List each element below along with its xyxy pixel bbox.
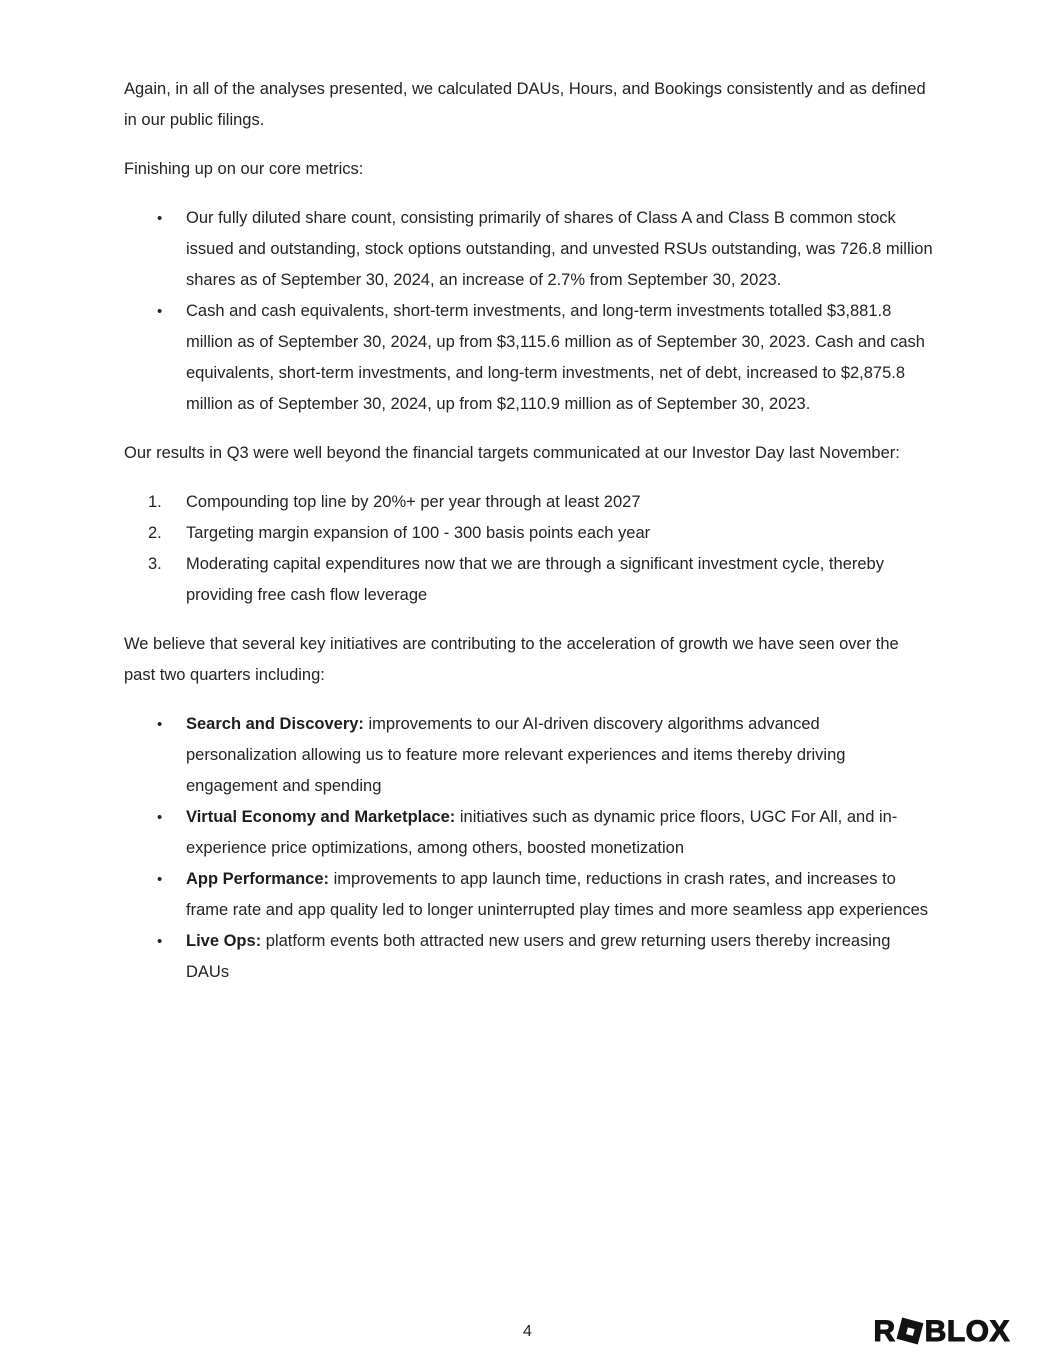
roblox-logo xyxy=(873,1315,1010,1349)
list-item-lead: Virtual Economy and Marketplace: xyxy=(186,808,456,826)
roblox-tilted-square-hole xyxy=(905,1327,914,1336)
roblox-logo-letter-r: R xyxy=(873,1315,896,1348)
number-marker: 2. xyxy=(148,524,162,542)
paragraph-key-initiatives: We believe that several key initiatives are contributing to the acceleration of growth we have seen over the past two quarters including: xyxy=(124,635,899,684)
page-number: 4 xyxy=(523,1323,532,1340)
list-item-text: improvements to our AI-driven discovery algorithms advanced personalization allowing us to feature more relevant experiences and items thereby driving engagement and spending xyxy=(186,715,846,795)
bullet-marker: • xyxy=(157,210,163,227)
list-item xyxy=(124,203,934,296)
list-item-text: Targeting margin expansion of 100 - 300 basis points each year xyxy=(186,524,651,542)
investor-day-targets-numbered-list xyxy=(124,487,934,611)
list-item-text: Compounding top line by 20%+ per year through at least 2027 xyxy=(186,493,641,511)
roblox-logo-letters-blox: BLOX xyxy=(924,1315,1010,1348)
number-marker: 1. xyxy=(148,493,162,511)
bullet-marker: • xyxy=(157,809,163,826)
list-item-lead: App Performance: xyxy=(186,870,330,888)
list-item xyxy=(124,864,934,926)
list-item xyxy=(124,926,934,988)
bullet-marker: • xyxy=(157,716,163,733)
list-item xyxy=(124,518,934,549)
list-item xyxy=(124,709,934,802)
bullet-marker: • xyxy=(157,303,163,320)
document-body xyxy=(124,74,934,1006)
list-item-text: Moderating capital expenditures now that we are through a significant investment cycle, thereby providing free cash flow leverage xyxy=(186,555,884,604)
bullet-marker: • xyxy=(157,933,163,950)
list-item-lead: Search and Discovery: xyxy=(186,715,364,733)
paragraph-intro: Again, in all of the analyses presented, we calculated DAUs, Hours, and Bookings consistently and as defined in our public filings. xyxy=(124,80,926,129)
list-item xyxy=(124,802,934,864)
list-item xyxy=(124,296,934,420)
list-item-text: platform events both attracted new users and grew returning users thereby increasing DAUs xyxy=(186,932,891,981)
list-item-text: Our fully diluted share count, consisting primarily of shares of Class A and Class B common stock issued and outstanding, stock options outstanding, and unvested RSUs outstanding, was 726.8 million shares as of September 30, 2024, an increase of 2.7% from September 30, 2023. xyxy=(186,209,933,289)
list-item-lead: Live Ops: xyxy=(186,932,262,950)
number-marker: 3. xyxy=(148,555,162,573)
paragraph-q3-results: Our results in Q3 were well beyond the financial targets communicated at our Investor Day last November: xyxy=(124,444,900,462)
list-item-text: initiatives such as dynamic price floors, UGC For All, and in-experience price optimizations, among others, boosted monetization xyxy=(186,808,898,857)
key-initiatives-bullet-list xyxy=(124,709,934,988)
list-item-text: improvements to app launch time, reductions in crash rates, and increases to frame rate and app quality led to longer uninterrupted play times and more seamless app experiences xyxy=(186,870,929,919)
list-item xyxy=(124,549,934,611)
core-metrics-bullet-list xyxy=(124,203,934,420)
list-item-text: Cash and cash equivalents, short-term investments, and long-term investments totalled $3,881.8 million as of September 30, 2024, up from $3,115.6 million as of September 30, 2023. Cash and cash equivalents, short-term investments, and long-term investments, net of debt, increased to $2,875.8 million as of September 30, 2024, up from $2,110.9 million as of September 30, 2023. xyxy=(186,302,925,413)
bullet-marker: • xyxy=(157,871,163,888)
list-item xyxy=(124,487,934,518)
paragraph-finishing-up: Finishing up on our core metrics: xyxy=(124,160,364,178)
roblox-tilted-square-icon xyxy=(896,1318,923,1345)
